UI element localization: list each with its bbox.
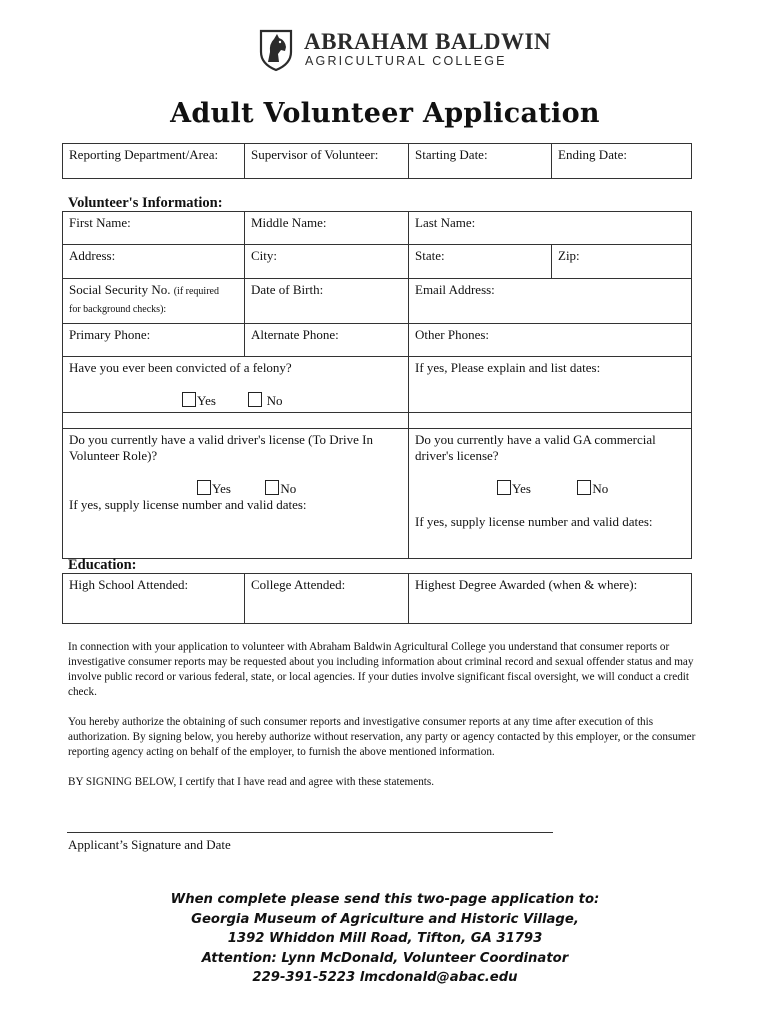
commercial-supply-text: If yes, supply license number and valid dates: xyxy=(415,514,653,529)
license-no-checkbox[interactable] xyxy=(265,480,279,495)
starting-date-field[interactable]: Starting Date: xyxy=(409,144,552,179)
license-supply-text: If yes, supply license number and valid dates: xyxy=(69,497,307,512)
education-table xyxy=(62,573,692,624)
commercial-license-cell: Do you currently have a valid GA commercial driver's license? Yes No If yes, supply license number and valid dates: xyxy=(409,429,692,559)
consent-paragraph-2: You hereby authorize the obtaining of such consumer reports and investigative consumer reports at any time after execution of this authorization. By signing below, you hereby authorize without reservation, any party or agency contacted by this employer, or the consumer reporting agency acting on behalf of the employer, to furnish the above mentioned information. xyxy=(68,716,696,758)
primary-phone-field[interactable]: Primary Phone: xyxy=(63,324,245,357)
mailing-instructions xyxy=(0,890,770,988)
commercial-question: Do you currently have a valid GA commercial driver's license? xyxy=(415,432,656,463)
signature-label: Applicant’s Signature and Date xyxy=(68,837,231,852)
felony-yes-checkbox[interactable] xyxy=(182,392,196,407)
felony-question-cell: Have you ever been convicted of a felony? Yes No xyxy=(63,357,409,413)
email-field[interactable]: Email Address: xyxy=(409,279,692,324)
closing-line-2: Georgia Museum of Agriculture and Historic Village, xyxy=(191,911,579,927)
spacer-cell xyxy=(409,413,692,429)
license-yes-checkbox[interactable] xyxy=(197,480,211,495)
felony-no-checkbox[interactable] xyxy=(248,392,262,407)
spacer-cell xyxy=(63,413,409,429)
felony-question: Have you ever been convicted of a felony? xyxy=(69,360,292,375)
city-field[interactable]: City: xyxy=(245,245,409,279)
ending-date-field[interactable]: Ending Date: xyxy=(552,144,692,179)
first-name-field[interactable]: First Name: xyxy=(63,212,245,245)
zip-field[interactable]: Zip: xyxy=(552,245,692,279)
signature-line[interactable] xyxy=(67,832,553,833)
volunteer-info-table xyxy=(62,211,692,559)
high-school-field[interactable]: High School Attended: xyxy=(63,574,245,624)
closing-line-5: 229-391-5223 lmcdonald@abac.edu xyxy=(252,970,518,985)
last-name-field[interactable]: Last Name: xyxy=(409,212,692,245)
education-heading: Education: xyxy=(68,557,137,573)
ssn-field[interactable]: Social Security No. (if required for background checks): xyxy=(63,279,245,324)
middle-name-field[interactable]: Middle Name: xyxy=(245,212,409,245)
dob-field[interactable]: Date of Birth: xyxy=(245,279,409,324)
college-field[interactable]: College Attended: xyxy=(245,574,409,624)
address-field[interactable]: Address: xyxy=(63,245,245,279)
page-title: Adult Volunteer Application xyxy=(170,98,600,129)
certification-statement: BY SIGNING BELOW, I certify that I have read and agree with these statements. xyxy=(68,776,435,788)
alternate-phone-field[interactable]: Alternate Phone: xyxy=(245,324,409,357)
reporting-department-field[interactable]: Reporting Department/Area: xyxy=(63,144,245,179)
horse-head-shield-icon xyxy=(258,28,294,72)
degree-field[interactable]: Highest Degree Awarded (when & where): xyxy=(409,574,692,624)
other-phones-field[interactable]: Other Phones: xyxy=(409,324,692,357)
license-question: Do you currently have a valid driver's license (To Drive In Volunteer Role)? xyxy=(69,432,373,463)
college-logo xyxy=(258,28,552,74)
commercial-yes-checkbox[interactable] xyxy=(497,480,511,495)
supervisor-field[interactable]: Supervisor of Volunteer: xyxy=(245,144,409,179)
closing-line-4: Attention: Lynn McDonald, Volunteer Coordinator xyxy=(201,950,569,966)
closing-line-3: 1392 Whiddon Mill Road, Tifton, GA 31793 xyxy=(227,931,543,946)
felony-explain-field[interactable]: If yes, Please explain and list dates: xyxy=(409,357,692,413)
state-field[interactable]: State: xyxy=(409,245,552,279)
volunteer-info-heading: Volunteer's Information: xyxy=(68,195,223,211)
assignment-table xyxy=(62,143,692,179)
org-name-line1: ABRAHAM BALDWIN xyxy=(304,29,552,54)
consent-paragraph-1: In connection with your application to volunteer with Abraham Baldwin Agricultural College you understand that consumer reports or investigative consumer reports may be requested about you including information about criminal record and sexual offender status and may involve public record or various federal, state, or local agencies. If your duties involve significant fiscal oversight, we will conduct a credit check. xyxy=(68,641,694,698)
commercial-no-checkbox[interactable] xyxy=(577,480,591,495)
license-question-cell: Do you currently have a valid driver's license (To Drive In Volunteer Role)? Yes No If yes, supply license number and valid dates: xyxy=(63,429,409,559)
closing-line-1: When complete please send this two-page application to: xyxy=(170,892,600,907)
org-name-line2: AGRICULTURAL COLLEGE xyxy=(305,54,507,68)
